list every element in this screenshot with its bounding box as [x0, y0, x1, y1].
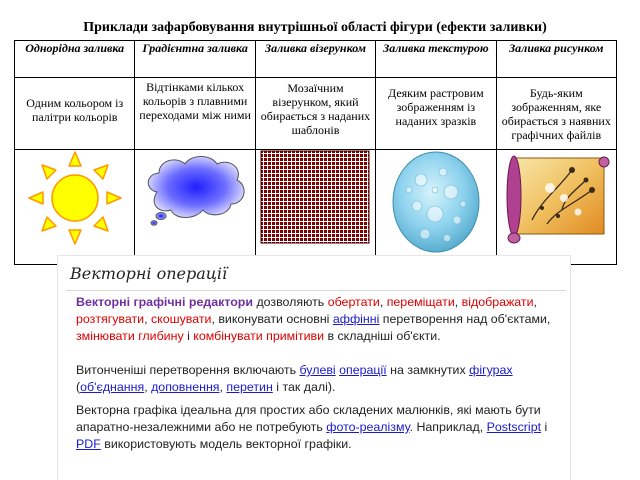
term-rotate: обертати — [327, 295, 380, 309]
paragraph-2 — [76, 362, 556, 396]
link-complement[interactable]: доповнення — [151, 380, 220, 394]
link-postscript[interactable]: Postscript — [486, 420, 542, 434]
paragraph-3 — [76, 402, 556, 453]
panel-title: Векторні операції — [70, 264, 228, 283]
text-span: в складніші об'єкти. — [324, 329, 441, 343]
term-reflect: відображати — [461, 295, 534, 309]
text-span: , — [454, 295, 462, 309]
picture-row — [15, 150, 617, 265]
term-skew: скошувати — [150, 312, 212, 326]
cloud-gradient-icon — [139, 150, 251, 230]
header-picture-fill: Заливка рисунком — [496, 41, 616, 78]
header-texture-fill: Заливка текстурою — [376, 41, 496, 78]
desc-gradient-fill: Відтінками кількох кольорів з плавними переходами між ними — [139, 80, 251, 122]
description-row — [15, 78, 617, 150]
header-gradient-fill: Градієнтна заливка — [135, 41, 255, 78]
text-span: , — [379, 295, 387, 309]
text-span: , — [144, 380, 152, 394]
text-span: перетворення над об'єктами, — [379, 312, 551, 326]
term-vector-editors: Векторні графічні редактори — [76, 295, 253, 309]
pic-picture-cell — [496, 150, 616, 265]
text-span: , — [219, 380, 227, 394]
water-texture-oval-icon — [391, 150, 481, 254]
term-stretch: розтягувати — [76, 312, 145, 326]
text-span: використовують модель векторної графіки. — [100, 437, 352, 451]
desc-texture-fill: Деяким растровим зображенням із наданих зразків — [387, 86, 484, 128]
text-span: на замкнутих — [386, 363, 470, 377]
link-affine[interactable]: аффінні — [332, 312, 380, 326]
text-span: ( — [76, 380, 81, 394]
header-solid-fill: Однорідна заливка — [15, 41, 135, 78]
pattern-square-icon — [260, 150, 370, 244]
sun-icon — [27, 150, 123, 246]
link-union[interactable]: об'єднання — [80, 380, 145, 394]
desc-pattern-cell — [255, 78, 375, 150]
pic-gradient-cell — [135, 150, 255, 265]
text-span: дозволяють — [253, 295, 328, 309]
text-span: і — [183, 329, 194, 343]
text-span: , — [533, 295, 537, 309]
desc-picture-fill: Будь-яким зображенням, яке обирається з наявних графічних файлів — [501, 86, 611, 142]
header-pattern-fill: Заливка візерунком — [255, 41, 375, 78]
pic-texture-cell — [376, 150, 496, 265]
desc-pattern-fill: Мозаїчним візерунком, який обирається з наданих шаблонів — [260, 81, 371, 137]
term-combine-primitives: комбінувати примітиви — [193, 329, 325, 343]
text-span: Витонченіші перетворення включають — [76, 363, 300, 377]
text-span: Векторна графіка ідеальна для простих або складених малюнків, які мають бути апаратно-незалежними або не потребують — [76, 403, 541, 434]
text-span: , — [144, 312, 151, 326]
term-change-depth: змінювати глибину — [76, 329, 184, 343]
desc-solid-cell — [15, 78, 135, 150]
term-move: переміщати — [386, 295, 455, 309]
link-operations[interactable]: операції — [339, 363, 387, 377]
link-boolean[interactable]: булеві — [299, 363, 336, 377]
table-title: Приклади зафарбовування внутрішньої області фігури (ефекти заливки) — [83, 20, 547, 35]
pic-solid-cell — [15, 150, 135, 265]
link-pdf[interactable]: PDF — [76, 437, 101, 451]
title-divider — [66, 290, 566, 291]
text-span: і так далі). — [272, 380, 336, 394]
scroll-picture-icon — [502, 150, 610, 246]
text-span: . Наприклад, — [409, 420, 487, 434]
paragraph-1 — [76, 294, 556, 345]
desc-gradient-cell — [135, 78, 255, 150]
desc-texture-cell — [376, 78, 496, 150]
text-span: , виконувати основні — [211, 312, 333, 326]
header-row — [15, 41, 617, 78]
fill-examples-table — [14, 40, 617, 265]
link-intersection[interactable]: перетин — [226, 380, 273, 394]
link-photorealism[interactable]: фото-реалізму — [326, 420, 410, 434]
vector-operations-panel — [58, 256, 570, 480]
text-span: і — [541, 420, 548, 434]
pic-pattern-cell — [255, 150, 375, 265]
desc-picture-cell — [496, 78, 616, 150]
link-shapes[interactable]: фігурах — [469, 363, 513, 377]
desc-solid-fill: Одним кольором із палітри кольорів — [26, 96, 124, 124]
